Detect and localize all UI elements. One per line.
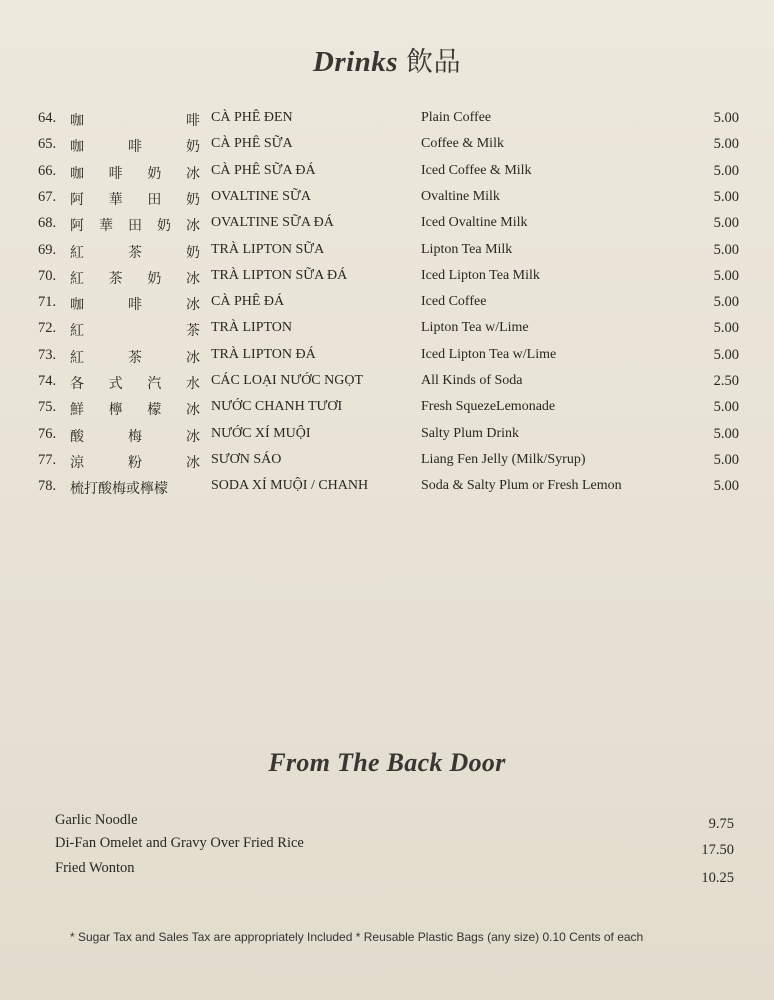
cn-char: 啡 — [186, 113, 200, 129]
drink-name-en: Iced Ovaltine Milk — [421, 215, 528, 231]
back-door-row — [0, 860, 774, 884]
cn-char: 涼 — [70, 454, 84, 471]
drink-name-cn — [70, 373, 200, 393]
cn-char: 茶 — [108, 270, 123, 287]
back-door-item-name: Fried Wonton — [55, 860, 135, 876]
cn-char: 紅 — [70, 323, 84, 340]
footnote: * Sugar Tax and Sales Tax are appropriately Included * Reusable Plastic Bags (any size) 0.10 Cents of each — [70, 930, 644, 944]
drink-name-vn: TRÀ LIPTON ĐÁ — [211, 346, 316, 362]
drink-name-vn: NƯỚC XÍ MUỘI — [211, 425, 311, 441]
cn-char: 奶 — [186, 244, 200, 261]
drink-number: 72. — [38, 320, 57, 337]
drink-price: 5.00 — [713, 136, 739, 153]
cn-char: 啡 — [108, 165, 123, 182]
drink-number: 68. — [38, 215, 57, 232]
drink-name-vn: TRÀ LIPTON SỮA ĐÁ — [211, 267, 348, 283]
drink-price: 5.00 — [713, 425, 739, 442]
back-door-title: From The Back Door — [268, 748, 506, 777]
drink-name-en: Lipton Tea w/Lime — [421, 320, 529, 336]
drink-row — [0, 189, 774, 215]
drink-price: 5.00 — [713, 162, 739, 179]
cn-char: 咖 — [70, 139, 84, 156]
drink-name-vn: OVALTINE SỮA ĐÁ — [211, 215, 334, 231]
drink-name-vn: NƯỚC CHANH TƯƠI — [211, 399, 343, 415]
cn-char: 咖 — [70, 165, 84, 182]
drink-name-en: Salty Plum Drink — [421, 425, 520, 441]
drink-number: 78. — [38, 478, 57, 495]
drink-name-cn — [70, 426, 200, 446]
cn-char: 各 — [70, 376, 84, 392]
cn-char: 啡 — [128, 139, 142, 156]
drink-row — [0, 478, 774, 504]
drink-name-vn: TRÀ LIPTON — [211, 320, 293, 336]
cn-char: 啡 — [128, 297, 142, 314]
drink-name-en: Plain Coffee — [421, 110, 492, 125]
drink-name-vn: OVALTINE SỮA — [211, 188, 311, 204]
drink-name-cn — [70, 189, 200, 209]
drink-name-vn: CÀ PHÊ ĐEN — [211, 110, 293, 125]
drink-price: 5.00 — [713, 267, 739, 284]
back-door-item-price: 10.25 — [701, 870, 734, 886]
cn-char: 冰 — [186, 454, 200, 471]
cn-char: 水 — [185, 376, 200, 392]
drink-price: 5.00 — [713, 320, 739, 337]
drink-name-vn: CÀ PHÊ ĐÁ — [211, 294, 285, 310]
drinks-title-en: Drinks — [312, 46, 399, 78]
drink-name-en: Soda & Salty Plum or Fresh Lemon — [421, 478, 622, 494]
drink-name-en: Ovaltine Milk — [421, 188, 500, 204]
drink-row — [0, 294, 774, 320]
cn-char: 冰 — [186, 297, 200, 314]
drink-name-en: Fresh SquezeLemonade — [421, 399, 556, 415]
cn-char: 紅 — [70, 244, 84, 261]
cn-char: 式 — [108, 376, 123, 392]
drink-price: 5.00 — [713, 241, 739, 258]
cn-char: 粉 — [128, 454, 142, 471]
drink-row — [0, 215, 774, 241]
cn-char: 冰 — [186, 428, 200, 445]
drink-name-vn: CÀ PHÊ SỮA — [211, 136, 293, 152]
cn-char: 阿 — [70, 218, 84, 235]
drink-row — [0, 242, 774, 268]
cn-char: 阿 — [70, 191, 84, 208]
drink-number: 69. — [38, 241, 57, 258]
drink-price: 5.00 — [713, 399, 739, 416]
drink-name-en: Lipton Tea Milk — [421, 241, 513, 257]
drink-number: 66. — [38, 162, 57, 179]
drink-row — [0, 426, 774, 452]
drink-row — [0, 110, 774, 136]
drink-name-vn: SODA XÍ MUỘI / CHANH — [211, 478, 369, 494]
drink-name-cn — [70, 268, 200, 288]
drink-name-cn — [70, 452, 200, 472]
drink-number: 73. — [38, 346, 57, 363]
cn-char: 酸 — [70, 428, 84, 445]
drink-price: 5.00 — [713, 188, 739, 205]
cn-char: 奶 — [147, 270, 162, 287]
drink-row — [0, 399, 774, 425]
drink-name-cn — [70, 110, 200, 130]
back-door-item-name: Garlic Noodle — [55, 812, 138, 828]
drink-name-cn — [70, 294, 200, 314]
cn-char: 華 — [99, 218, 113, 235]
drink-row — [0, 452, 774, 478]
drink-price: 5.00 — [713, 478, 739, 495]
drink-number: 64. — [38, 110, 57, 126]
cn-char: 茶 — [186, 323, 200, 340]
cn-char: 田 — [128, 218, 142, 235]
back-door-item-name: Di-Fan Omelet and Gravy Over Fried Rice — [55, 835, 304, 851]
cn-char: 華 — [108, 191, 123, 208]
drink-number: 70. — [38, 267, 57, 284]
drink-name-vn: TRÀ LIPTON SỮA — [211, 241, 325, 257]
cn-char: 奶 — [157, 218, 171, 235]
drink-name-en: Iced Coffee & Milk — [421, 162, 532, 178]
drinks-title-cn: 飲品 — [406, 47, 462, 77]
drink-number: 75. — [38, 399, 57, 416]
cn-char: 汽 — [147, 376, 162, 392]
drink-name-cn — [70, 163, 200, 183]
drink-row — [0, 320, 774, 346]
cn-char: 鮮 — [70, 402, 84, 419]
back-door-row — [0, 835, 774, 859]
cn-char: 冰 — [185, 165, 200, 182]
cn-char: 冰 — [186, 349, 200, 366]
cn-char: 奶 — [147, 165, 162, 182]
cn-char: 冰 — [185, 402, 200, 419]
cn-char: 梳打酸梅或檸檬 — [70, 481, 168, 498]
cn-char: 咖 — [70, 113, 84, 129]
drink-name-en: Iced Coffee — [421, 294, 487, 310]
cn-char: 奶 — [186, 139, 200, 156]
drink-name-cn — [70, 136, 200, 156]
drink-price: 5.00 — [713, 346, 739, 363]
drink-price: 5.00 — [713, 294, 739, 311]
drinks-title — [0, 40, 774, 79]
cn-char: 紅 — [70, 270, 84, 287]
drink-name-cn — [70, 347, 200, 367]
drink-name-en: Coffee & Milk — [421, 136, 504, 152]
drink-name-en: All Kinds of Soda — [421, 373, 523, 388]
back-door-item-price: 9.75 — [708, 816, 734, 832]
cn-char: 檸 — [108, 402, 123, 419]
drink-row — [0, 163, 774, 189]
drink-name-en: Iced Lipton Tea w/Lime — [421, 346, 557, 362]
drink-name-vn: CÁC LOẠI NƯỚC NGỌT — [211, 373, 364, 388]
drink-number: 76. — [38, 425, 57, 442]
cn-char: 紅 — [70, 349, 84, 366]
cn-char: 田 — [147, 191, 162, 208]
drink-name-cn — [70, 399, 200, 419]
drink-number: 77. — [38, 451, 57, 468]
drink-name-vn: CÀ PHÊ SỮA ĐÁ — [211, 162, 316, 178]
drink-number: 65. — [38, 136, 57, 153]
cn-char: 冰 — [185, 270, 200, 287]
drink-row — [0, 347, 774, 373]
cn-char: 咖 — [70, 297, 84, 314]
drink-name-vn: SƯƠN SÁO — [211, 451, 282, 467]
cn-char: 梅 — [128, 428, 142, 445]
cn-char: 奶 — [185, 191, 200, 208]
drink-row — [0, 373, 774, 399]
drink-name-cn — [70, 478, 200, 498]
back-door-row — [0, 812, 774, 836]
drink-name-cn — [70, 320, 200, 340]
drink-price: 2.50 — [713, 373, 739, 389]
drink-number: 71. — [38, 294, 57, 311]
cn-char: 冰 — [186, 218, 200, 235]
cn-char: 茶 — [128, 244, 142, 261]
back-door-item-price: 17.50 — [701, 842, 734, 858]
drink-name-en: Iced Lipton Tea Milk — [421, 267, 540, 283]
cn-char: 茶 — [128, 349, 142, 366]
drink-price: 5.00 — [713, 110, 739, 126]
drink-number: 67. — [38, 188, 57, 205]
drink-number: 74. — [38, 373, 57, 389]
drink-name-en: Liang Fen Jelly (Milk/Syrup) — [421, 451, 586, 467]
cn-char: 檬 — [147, 402, 162, 419]
drink-name-cn — [70, 215, 200, 235]
drink-price: 5.00 — [713, 215, 739, 232]
drink-name-cn — [70, 242, 200, 262]
drink-row — [0, 268, 774, 294]
drink-price: 5.00 — [713, 451, 739, 468]
drink-row — [0, 136, 774, 162]
